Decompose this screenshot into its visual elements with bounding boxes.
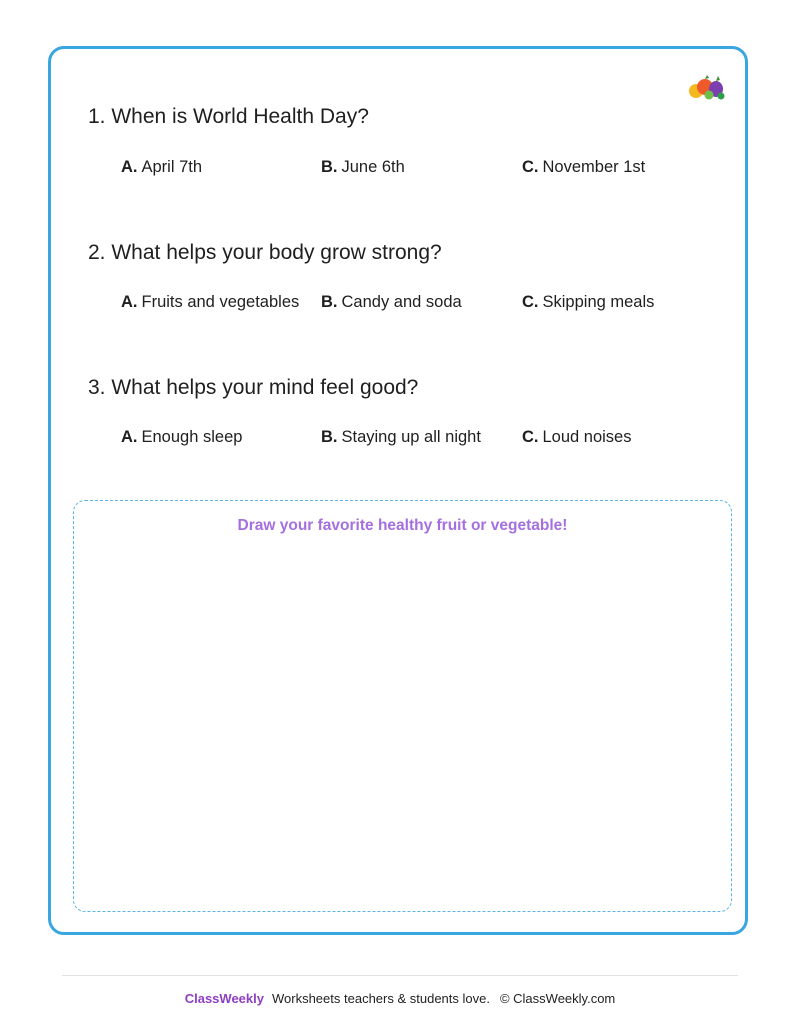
- option-1b[interactable]: [321, 158, 405, 177]
- option-letter: C.: [522, 428, 539, 446]
- footer-divider: [62, 975, 738, 976]
- footer: [0, 991, 800, 1006]
- option-3a[interactable]: [121, 428, 242, 447]
- option-text: Staying up all night: [341, 428, 481, 446]
- drawing-area[interactable]: [73, 500, 732, 912]
- option-letter: A.: [121, 293, 138, 311]
- option-letter: C.: [522, 293, 539, 311]
- options-question-1: [121, 158, 721, 182]
- option-text: Enough sleep: [141, 428, 243, 446]
- option-text: June 6th: [341, 158, 405, 176]
- option-2c[interactable]: [522, 293, 654, 312]
- option-2a[interactable]: [121, 293, 299, 312]
- option-text: Loud noises: [542, 428, 632, 446]
- option-text: April 7th: [141, 158, 203, 176]
- options-question-2: [121, 293, 721, 317]
- option-1c[interactable]: [522, 158, 645, 177]
- options-question-3: [121, 428, 721, 452]
- question-3: 3. What helps your mind feel good?: [88, 376, 419, 399]
- option-3c[interactable]: [522, 428, 632, 447]
- option-letter: A.: [121, 428, 138, 446]
- fruit-basket-icon: [688, 74, 726, 100]
- option-3b[interactable]: [321, 428, 481, 447]
- option-letter: A.: [121, 158, 138, 176]
- option-2b[interactable]: [321, 293, 462, 312]
- option-text: Fruits and vegetables: [141, 293, 300, 311]
- option-text: Candy and soda: [341, 293, 462, 311]
- footer-brand: ClassWeekly: [184, 991, 264, 1006]
- option-letter: C.: [522, 158, 539, 176]
- footer-tagline: Worksheets teachers & students love.: [271, 991, 490, 1006]
- drawing-title: Draw your favorite healthy fruit or vegetable!: [237, 517, 568, 534]
- footer-copyright: © ClassWeekly.com: [499, 991, 616, 1006]
- option-letter: B.: [321, 293, 338, 311]
- option-letter: B.: [321, 428, 338, 446]
- question-1: 1. When is World Health Day?: [88, 105, 369, 128]
- option-letter: B.: [321, 158, 338, 176]
- question-2: 2. What helps your body grow strong?: [88, 241, 442, 264]
- option-1a[interactable]: [121, 158, 202, 177]
- option-text: November 1st: [542, 158, 646, 176]
- option-text: Skipping meals: [542, 293, 655, 311]
